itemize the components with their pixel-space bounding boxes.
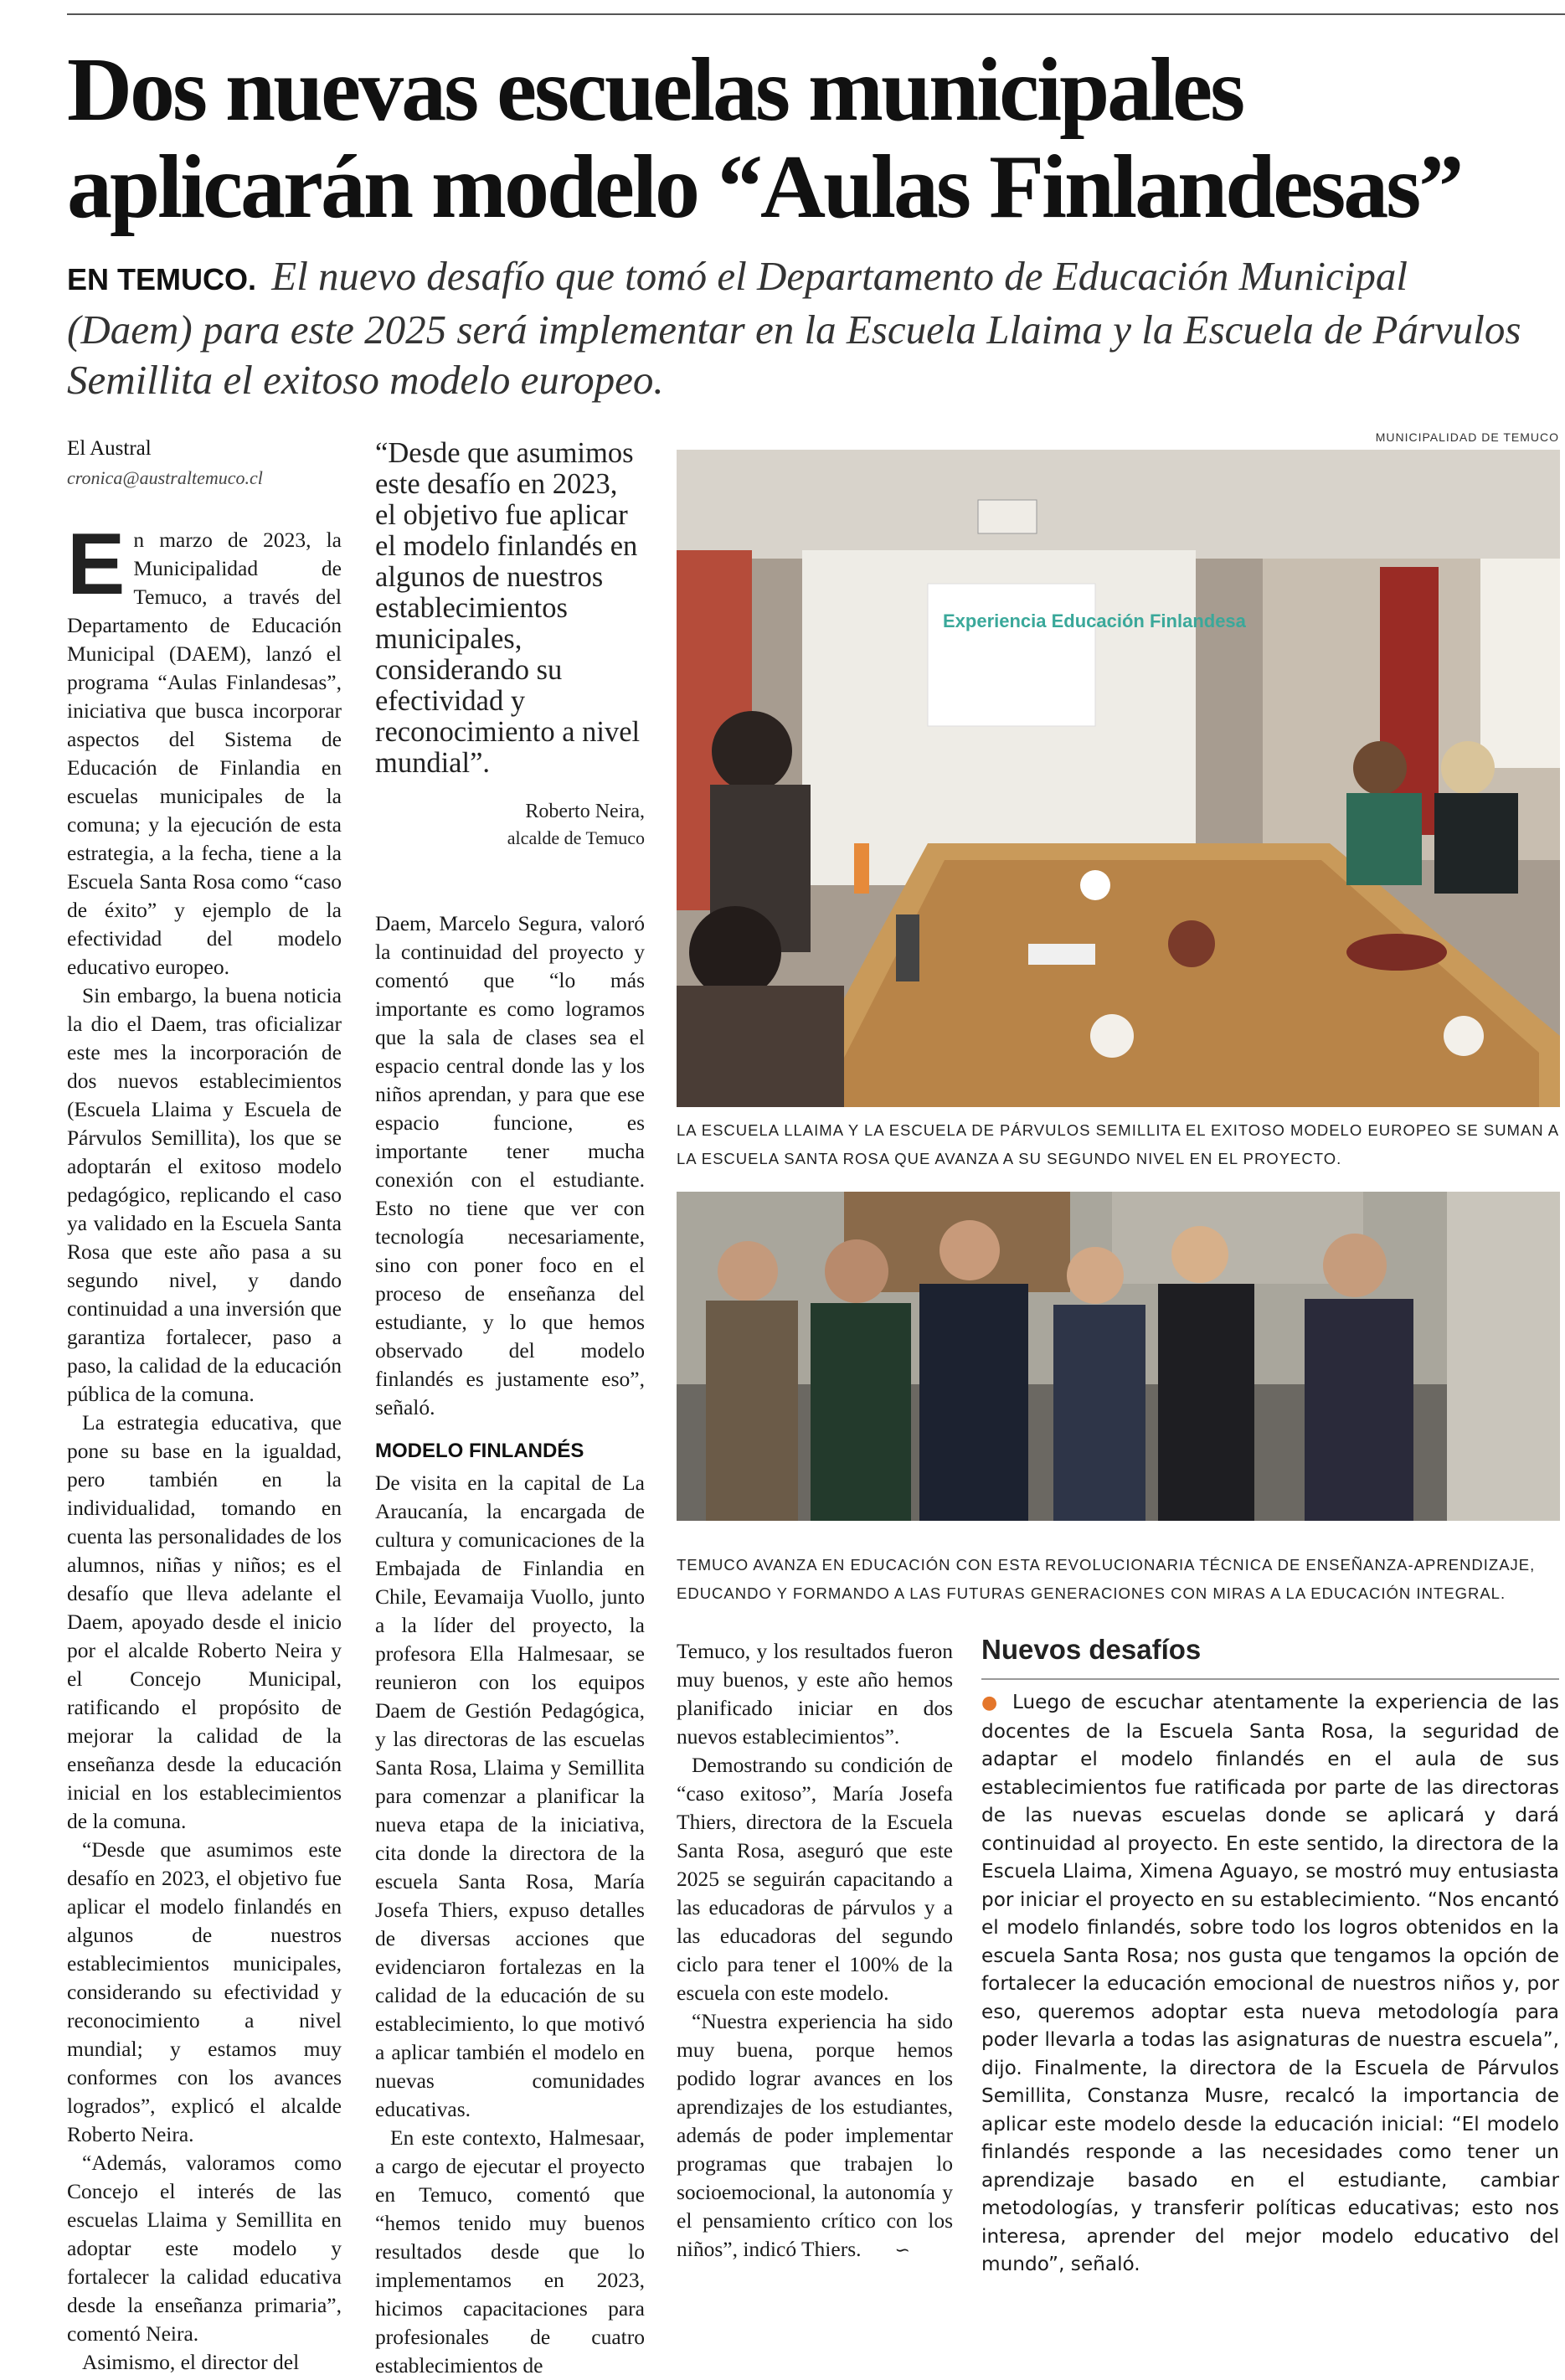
group-illustration xyxy=(677,1192,1560,1521)
subhead-text: El nuevo desafío que tomó el Departamento de Educación Municipal (Daem) para este 2025 será implementar en la Escuela Llaima y la Escuela de Párvulos Semillita el exitoso modelo europeo. xyxy=(67,253,1521,403)
article-column-3 xyxy=(677,1637,953,2265)
bullet-icon: ● xyxy=(981,1692,1001,1713)
group-photo xyxy=(677,1192,1560,1521)
article-paragraph: Demostrando su condición de “caso exitoso”, María Josefa Thiers, directora de la Escuela Santa Rosa, aseguró que este 2025 se seguirán capacitando a las educadoras de párvulos y a las educadoras del segundo ciclo para tener el 100% de la escuela con este modelo. xyxy=(677,1753,953,2005)
article-column-1 xyxy=(67,516,342,2377)
article-paragraph: Daem, Marcelo Segura, valoró la continuidad del proyecto y comentó que “lo más importante es como logramos que la sala de clases sea el espacio central donde las y los niños aprendan, y para que ese espacio funcione, es importante tener mucha conexión con el estudiante. Esto no tiene que ver con tecnología necesariamente, sino con poner foco en el proceso de enseñanza del estudiante, y lo que hemos observado del modelo finlandés es justamente eso”, señaló. xyxy=(375,911,645,1419)
article-paragraph: Sin embargo, la buena noticia la dio el Daem, tras oficializar este mes la incorporación de dos nuevos establecimientos (Escuela Llaima y Escuela de Párvulos Semillita), los que se adoptarán el exitoso modelo pedagógico, replicando el caso ya validado en la Escuela Santa Rosa que este año pasa a su segundo nivel, y dando continuidad a una inversión que garantiza fortalecer, paso a paso, la calidad de la educación pública de la comuna. xyxy=(67,983,342,1406)
section-subtitle: MODELO FINLANDÉS xyxy=(375,1440,584,1462)
pull-quote-author: Roberto Neira, xyxy=(525,801,645,822)
article-paragraph: En marzo de 2023, la Municipalidad de Temuco, a través del Departamento de Educación Municipal (DAEM), lanzó el programa “Aulas Finlandesas”, iniciativa que busca incorporar aspectos del Sistema de Educación de Finlandia en escuelas municipales de la comuna; y la ejecución de esta estrategia, a la fecha, tiene a la Escuela Santa Rosa como “caso de éxito” y ejemplo de la efectividad del modelo educativo europeo. xyxy=(67,516,342,979)
sidebar-text: ● Luego de escuchar atentamente la experiencia de las docentes de la Escuela Santa Rosa, la seguridad de adaptar el modelo finlandés en el aula de sus establecimientos fue ratificada por parte de las directoras de las nuevas escuelas donde se aplicará y dará continuidad al proyecto. En este sentido, la directora de la Escuela Llaima, Ximena Aguayo, se mostró muy entusiasta por iniciar el proyecto en su establecimiento. “Nos encantó el modelo finlandés, sobre todo los logros obtenidos en la escuela Santa Rosa; nos gusta que tengamos la opción de fortalecer la educación emocional de nuestros niños y, por eso, queremos adoptar esta nueva metodología para poder llevarla a todas las asignaturas de nuestra escuela”, dijo. Finalmente, la directora de la Escuela de Párvulos Semillita, Constanza Musre, recalcó la importancia de aplicar este modelo desde la educación inicial: “El modelo finlandés responde a las necesidades como tener un aprendizaje basado en el estudiante, cambiar metodologías, y transferir políticas educativas; esto nos interesa, aprender del mejor modelo educativo del mundo”, señaló. xyxy=(981,1691,1559,2275)
article-paragraph: En este contexto, Halmesaar, a cargo de ejecutar el proyecto en Temuco, comentó que “hemos tenido muy buenos resultados desde que lo implementamos en 2023, hicimos capacitaciones para profesionales de cuatro establecimientos de xyxy=(375,2125,645,2377)
headline: Dos nuevas escuelas municipales aplicarán modelo “Aulas Finlandesas” xyxy=(67,40,1462,237)
article-column-2 xyxy=(375,909,645,2380)
subhead-kicker: EN TEMUCO. xyxy=(67,262,257,296)
article-paragraph: “Nuestra experiencia ha sido muy buena, porque hemos podido lograr avances en los aprendizajes de los estudiantes, además de poder implementar programas que trabajen lo socioemocional, la autonomía y el pensamiento crítico con los niños”, indicó Thiers. ∽ xyxy=(677,2009,953,2261)
subhead xyxy=(67,251,1541,405)
byline xyxy=(67,437,352,489)
end-mark-icon: ∽ xyxy=(894,2240,910,2261)
top-rule xyxy=(67,13,1565,15)
slide-text: Experiencia Educación Finlandesa xyxy=(943,610,1246,631)
pull-quote: “Desde que asumimos este desafío en 2023, el objetivo fue aplicar el modelo finlandés en algunos de nuestros establecimientos municipales, considerando su efectividad y reconocimiento a nivel mundial”. xyxy=(375,437,641,779)
article-paragraph: Asimismo, el director del xyxy=(82,2350,300,2374)
sidebar-title: Nuevos desafíos xyxy=(981,1634,1202,1665)
article-paragraph: “Además, valoramos como Concejo el interés de las escuelas Llaima y Semillita en adoptar este modelo y fortalecer la calidad educativa desde la enseñanza primaria”, comentó Neira. xyxy=(67,2151,342,2346)
sidebar-rule xyxy=(981,1678,1559,1680)
article-paragraph: Temuco, y los resultados fueron muy buenos, y este año hemos planificado iniciar en dos nuevos establecimientos”. xyxy=(677,1639,953,1749)
article-paragraph: “Desde que asumimos este desafío en 2023, el objetivo fue aplicar el modelo finlandés en algunos de nuestros establecimientos municipales, considerando su efectividad y reconocimiento a nivel mundial; y estamos muy conformes con los avances logrados”, explicó el alcalde Roberto Neira. xyxy=(67,1837,342,2146)
photo-caption-2: TEMUCO AVANZA EN EDUCACIÓN CON ESTA REVOLUCIONARIA TÉCNICA DE ENSEÑANZA-APRENDIZAJE, EDUCANDO Y FORMANDO A LAS FUTURAS GENERACIONES CON MIRAS A LA EDUCACIÓN INTEGRAL. xyxy=(677,1556,1536,1602)
byline-email[interactable]: cronica@australtemuco.cl xyxy=(67,467,263,488)
meeting-room-photo xyxy=(677,450,1560,1107)
photo-credit: MUNICIPALIDAD DE TEMUCO xyxy=(1375,430,1559,444)
byline-author: El Austral xyxy=(67,437,152,460)
pull-quote-role: alcalde de Temuco xyxy=(507,827,645,848)
pull-quote-attribution xyxy=(375,798,645,852)
photo-caption-1: LA ESCUELA LLAIMA Y LA ESCUELA DE PÁRVULOS SEMILLITA EL EXITOSO MODELO EUROPEO SE SUMAN A LA ESCUELA SANTA ROSA QUE AVANZA A SU SEGUNDO NIVEL EN EL PROYECTO. xyxy=(677,1121,1559,1167)
article-paragraph: De visita en la capital de La Araucanía, la encargada de cultura y comunicaciones de la Embajada de Finlandia en Chile, Eevamaija Vuollo, junto a la líder del proyecto, la profesora Ella Halmesaar, se reunieron con los equipos Daem de Gestión Pedagógica, y las directoras de las escuelas Santa Rosa, Llaima y Semillita para comenzar a planificar la nueva etapa de la iniciativa, cita donde la directora de la escuela Santa Rosa, María Josefa Thiers, expuso detalles de diversas acciones que evidenciaron fortalezas en la calidad de la educación de su establecimiento, lo que motivó a aplicar también el modelo en nuevas comunidades educativas. xyxy=(375,1471,645,2121)
article-paragraph: La estrategia educativa, que pone su base en la igualdad, pero también en la individualidad, tomando en cuenta las personalidades de los alumnos, niñas y niños; es el desafío que lleva adelante el Daem, apoyado desde el inicio por el alcalde Roberto Neira y el Concejo Municipal, ratificando el propósito de mejorar la calidad de la enseñanza desde la educación inicial en los establecimientos de la comuna. xyxy=(67,1410,342,1833)
meeting-room-illustration xyxy=(677,450,1560,1107)
drop-cap: E xyxy=(67,516,126,613)
